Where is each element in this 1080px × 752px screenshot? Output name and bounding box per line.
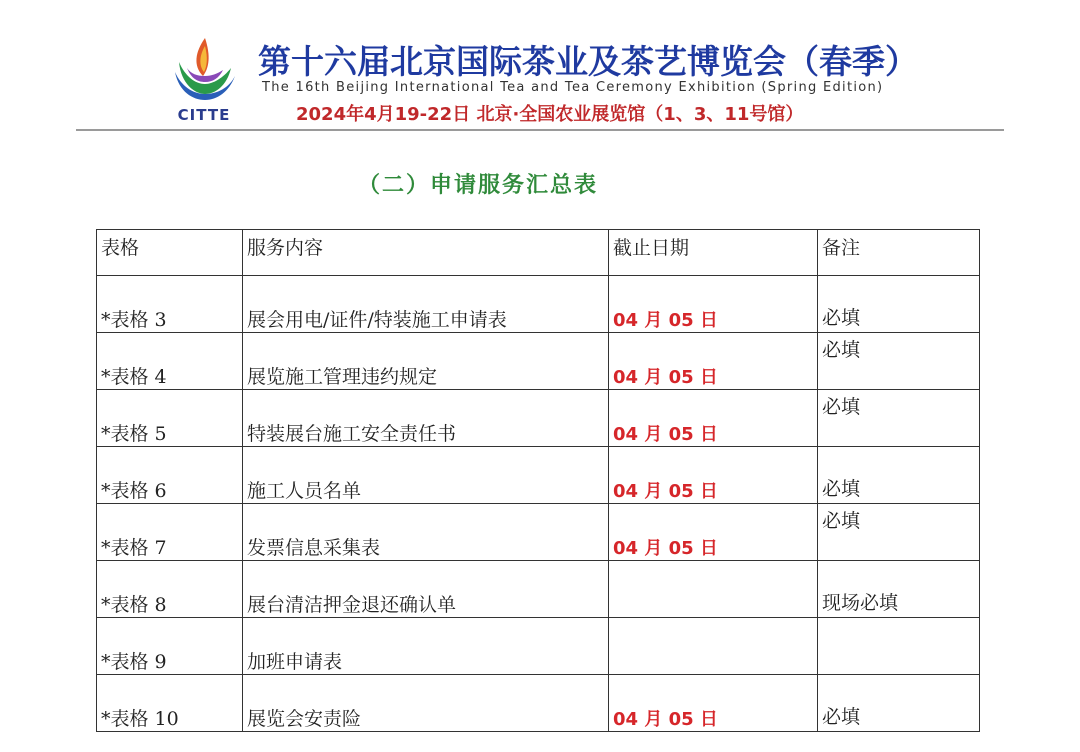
form-number-cell: *表格 9 [97,618,243,675]
note-cell [818,333,980,390]
service-content-cell: 展会用电/证件/特装施工申请表 [243,276,609,333]
table-row [97,561,980,618]
header-cell-form: 表格 [97,230,243,276]
logo-text: CITTE [177,106,231,124]
service-content-cell: 特装展台施工安全责任书 [243,390,609,447]
deadline-cell: 04 月 05 日 [609,675,818,732]
note-text: 必填 [822,706,861,728]
exhibition-title-cn: 第十六届北京国际茶业及茶艺博览会（春季） [258,42,918,81]
flame-cup-logo-icon [165,32,243,106]
deadline-cell: 04 月 05 日 [609,504,818,561]
deadline-cell [609,561,818,618]
exhibition-title-en: The 16th Beijing International Tea and Tea Ceremony Exhibition (Spring Edition) [262,80,884,95]
table-row [97,504,980,561]
service-content-cell: 加班申请表 [243,618,609,675]
table-row [97,618,980,675]
header-divider [76,129,1004,131]
note-text: 必填 [822,339,861,361]
deadline-cell: 04 月 05 日 [609,276,818,333]
header-cell-service: 服务内容 [243,230,609,276]
form-number-cell: *表格 10 [97,675,243,732]
header-cell-deadline: 截止日期 [609,230,818,276]
note-text: 必填 [822,307,861,329]
note-cell [818,276,980,333]
page-header [0,0,1080,135]
citte-logo [165,32,243,124]
form-number-cell: *表格 3 [97,276,243,333]
service-content-cell: 展台清洁押金退还确认单 [243,561,609,618]
service-content-cell: 展览施工管理违约规定 [243,333,609,390]
note-cell [818,618,980,675]
note-text: 现场必填 [822,592,899,614]
form-number-cell: *表格 4 [97,333,243,390]
service-content-cell: 发票信息采集表 [243,504,609,561]
note-text: 必填 [822,510,861,532]
table-row [97,447,980,504]
service-content-cell: 展览会安责险 [243,675,609,732]
exhibition-date-venue: 2024年4月19-22日 北京·全国农业展览馆（1、3、11号馆） [296,104,804,125]
form-number-cell: *表格 6 [97,447,243,504]
table-row [97,333,980,390]
deadline-cell [609,618,818,675]
section-title: （二）申请服务汇总表 [358,173,599,198]
service-content-cell: 施工人员名单 [243,447,609,504]
note-text: 必填 [822,396,861,418]
note-cell [818,561,980,618]
form-number-cell: *表格 5 [97,390,243,447]
table-row [97,390,980,447]
form-number-cell: *表格 8 [97,561,243,618]
table-row [97,675,980,732]
service-summary-table [96,229,980,732]
table-row [97,276,980,333]
deadline-cell: 04 月 05 日 [609,390,818,447]
header-cell-note: 备注 [818,230,980,276]
note-cell [818,447,980,504]
note-cell [818,504,980,561]
note-cell [818,675,980,732]
deadline-cell: 04 月 05 日 [609,447,818,504]
note-cell [818,390,980,447]
table-header-row [97,230,980,276]
form-number-cell: *表格 7 [97,504,243,561]
note-text: 必填 [822,478,861,500]
deadline-cell: 04 月 05 日 [609,333,818,390]
